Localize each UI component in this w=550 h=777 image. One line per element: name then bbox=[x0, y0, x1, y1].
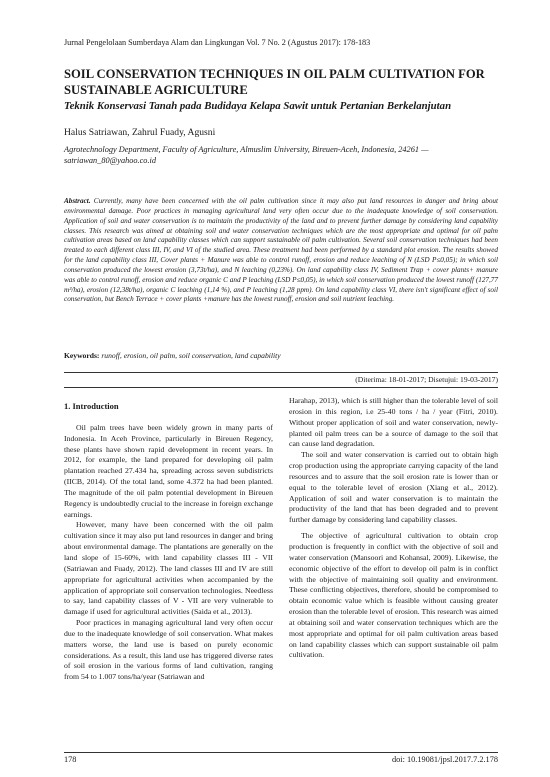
article-subtitle: Teknik Konservasi Tanah pada Budidaya Kelapa Sawit untuk Pertanian Berkelanjutan bbox=[64, 100, 452, 112]
body-paragraph: However, many have been concerned with the oil palm cultivation since it may also put land resources in danger and bring about environmental damage. The plantations are generally on the land slope of 15-60%, with land capability classes III - VII (Satriawan and Fuady, 2012). The land classes III and IV are still appropriate for agricultural activities when accompanied by the application of appropriate soil conservation technologies. Needless to say, land capability classes of V - VII are very vulnerable to damage if used for agricultural activities (Saida et al., 2013). bbox=[64, 520, 273, 617]
author-list: Halus Satriawan, Zahrul Fuady, Agusni bbox=[64, 127, 216, 138]
body-column-left bbox=[64, 396, 273, 683]
abstract-label: Abstract. bbox=[64, 197, 91, 205]
abstract-text: Currently, many have been concerned with the oil palm cultivation since it may also put land resources in danger and bring about environmental damage. Poor practices in managing agricultural land very often occur due to the inadequate knowledge of soil conservation. Application of soil and water conservation is to maintain the productivity of the land and to prevent further damage by considering land capability classes. This research was aimed at obtaining soil and water conservation techniques which are the most appropriate and optimal for oil palm cultivation areas based on land capability classes which can support sustainable oil palm cultivation. Several soil conservation techniques had been treated to each different class III, IV, and VI of the studied area. These treatment had been performed by a standard plot erosion. The results showed for the land capability class III, Cover plants + Manure was able to control runoff, erosion and reduce leaching of N (LSD P≤0,05); in which soil conservation produced the lowest erosion (3,73t/ha), and N leaching (0,23%). On land capability class IV, Sediment Trap + cover plants+ manure was able to control runoff, erosion and reduce organic C and P leaching (LSD P≤0,05), in which soil conservation produced the lowest runoff (127,77 m³/ha), erosion (12,38t/ha), organic C leaching (1,14 %), and P leaching (1,28 ppm). On land capability class VI, there isn't significant effect of soil conservation, but Bench Terrace + cover plants +manure has the lowest runoff, erosion and soil nutrient leaching. bbox=[64, 197, 499, 304]
section-heading: 1. Introduction bbox=[64, 401, 119, 411]
body-column-right bbox=[289, 396, 498, 661]
footer-divider bbox=[64, 752, 498, 753]
body-paragraph: Harahap, 2013), which is still higher than the tolerable level of soil erosion in this region, i.e 25-40 tons / ha / year (Fitri, 2010). Without proper application of soil and water conservation, newly-planted oil palm trees can be a source of damage to the soil that can cause land degradation. bbox=[289, 396, 498, 449]
article-page bbox=[64, 0, 498, 777]
page-number: 178 bbox=[64, 755, 77, 764]
keywords bbox=[64, 351, 281, 360]
body-paragraph: The soil and water conservation is carried out to obtain high crop production using the appropriate carrying capacity of the land resources and to assure that the soil erosion rate is lower than or equal to the tolerable level of erosion (Xiang et al., 2012). Application of soil and water conservation is to maintain the productivity of the land that has been degraded and to prevent further damage by considering land capability classes. bbox=[289, 450, 498, 525]
affiliation: Agrotechnology Department, Faculty of Agriculture, Almuslim University, Bireuen-Aceh, Indonesia, 24261 — satriawan_80@yahoo.co.id bbox=[64, 145, 429, 165]
doi-link[interactable]: doi: 10.19081/jpsl.2017.7.2.178 bbox=[391, 755, 498, 764]
received-accepted-dates: (Diterima: 18-01-2017; Disetujui: 19-03-2017) bbox=[355, 375, 498, 384]
divider-top bbox=[64, 372, 498, 373]
keywords-label: Keywords: bbox=[64, 351, 100, 360]
keywords-text: runoff, erosion, oil palm, soil conservation, land capability bbox=[101, 351, 281, 360]
body-paragraph: Poor practices in managing agricultural land very often occur due to the inadequate knowledge of soil conservation. What makes matters worse, the land use is based on purely economic considerations. As a result, this land use has triggered diverse rates of soil erosion in the various forms of land cultivation, ranging from 54 to 1.007 tons/ha/year (Satriawan and bbox=[64, 618, 273, 682]
body-paragraph: The objective of agricultural cultivation to obtain crop production is frequently in conflict with the objective of soil and water conservation (Mansoori and Kohansal, 2009). Likewise, the economic objective of the effort to develop oil palm is in conflict with the objective of maintaining soil quality and environment. These conflicting objectives, therefore, should be compromised to obtain economic value which is feasible without causing greater erosion than the tolerable level of erosion. This research was aimed at obtaining soil and water conservation techniques which are the most appropriate and optimal for oil palm cultivation areas based on land capability classes which can support sustainable oil palm cultivation. bbox=[289, 531, 498, 660]
abstract bbox=[64, 197, 498, 305]
journal-header: Jurnal Pengelolaan Sumberdaya Alam dan Lingkungan Vol. 7 No. 2 (Agustus 2017): 178-183 bbox=[64, 38, 371, 47]
body-paragraph: Oil palm trees have been widely grown in many parts of Indonesia. In Aceh Province, particularly in Bireuen Regency, these plants have shown rapid development in recent years. In 2012, for example, the land prepared for developing oil palm plantation reached 27.434 ha, spreading across seven subdistricts (IICB, 2014). Of the total land, some 4.372 ha had been planted. The magnitude of the oil palm potential development in Bireuen Regency is undoubtedly crucial to the increase in foreign exchange earnings. bbox=[64, 422, 273, 519]
divider-bottom bbox=[64, 387, 498, 388]
article-title: SOIL CONSERVATION TECHNIQUES IN OIL PALM CULTIVATION FOR SUSTAINABLE AGRICULTURE bbox=[64, 67, 485, 97]
